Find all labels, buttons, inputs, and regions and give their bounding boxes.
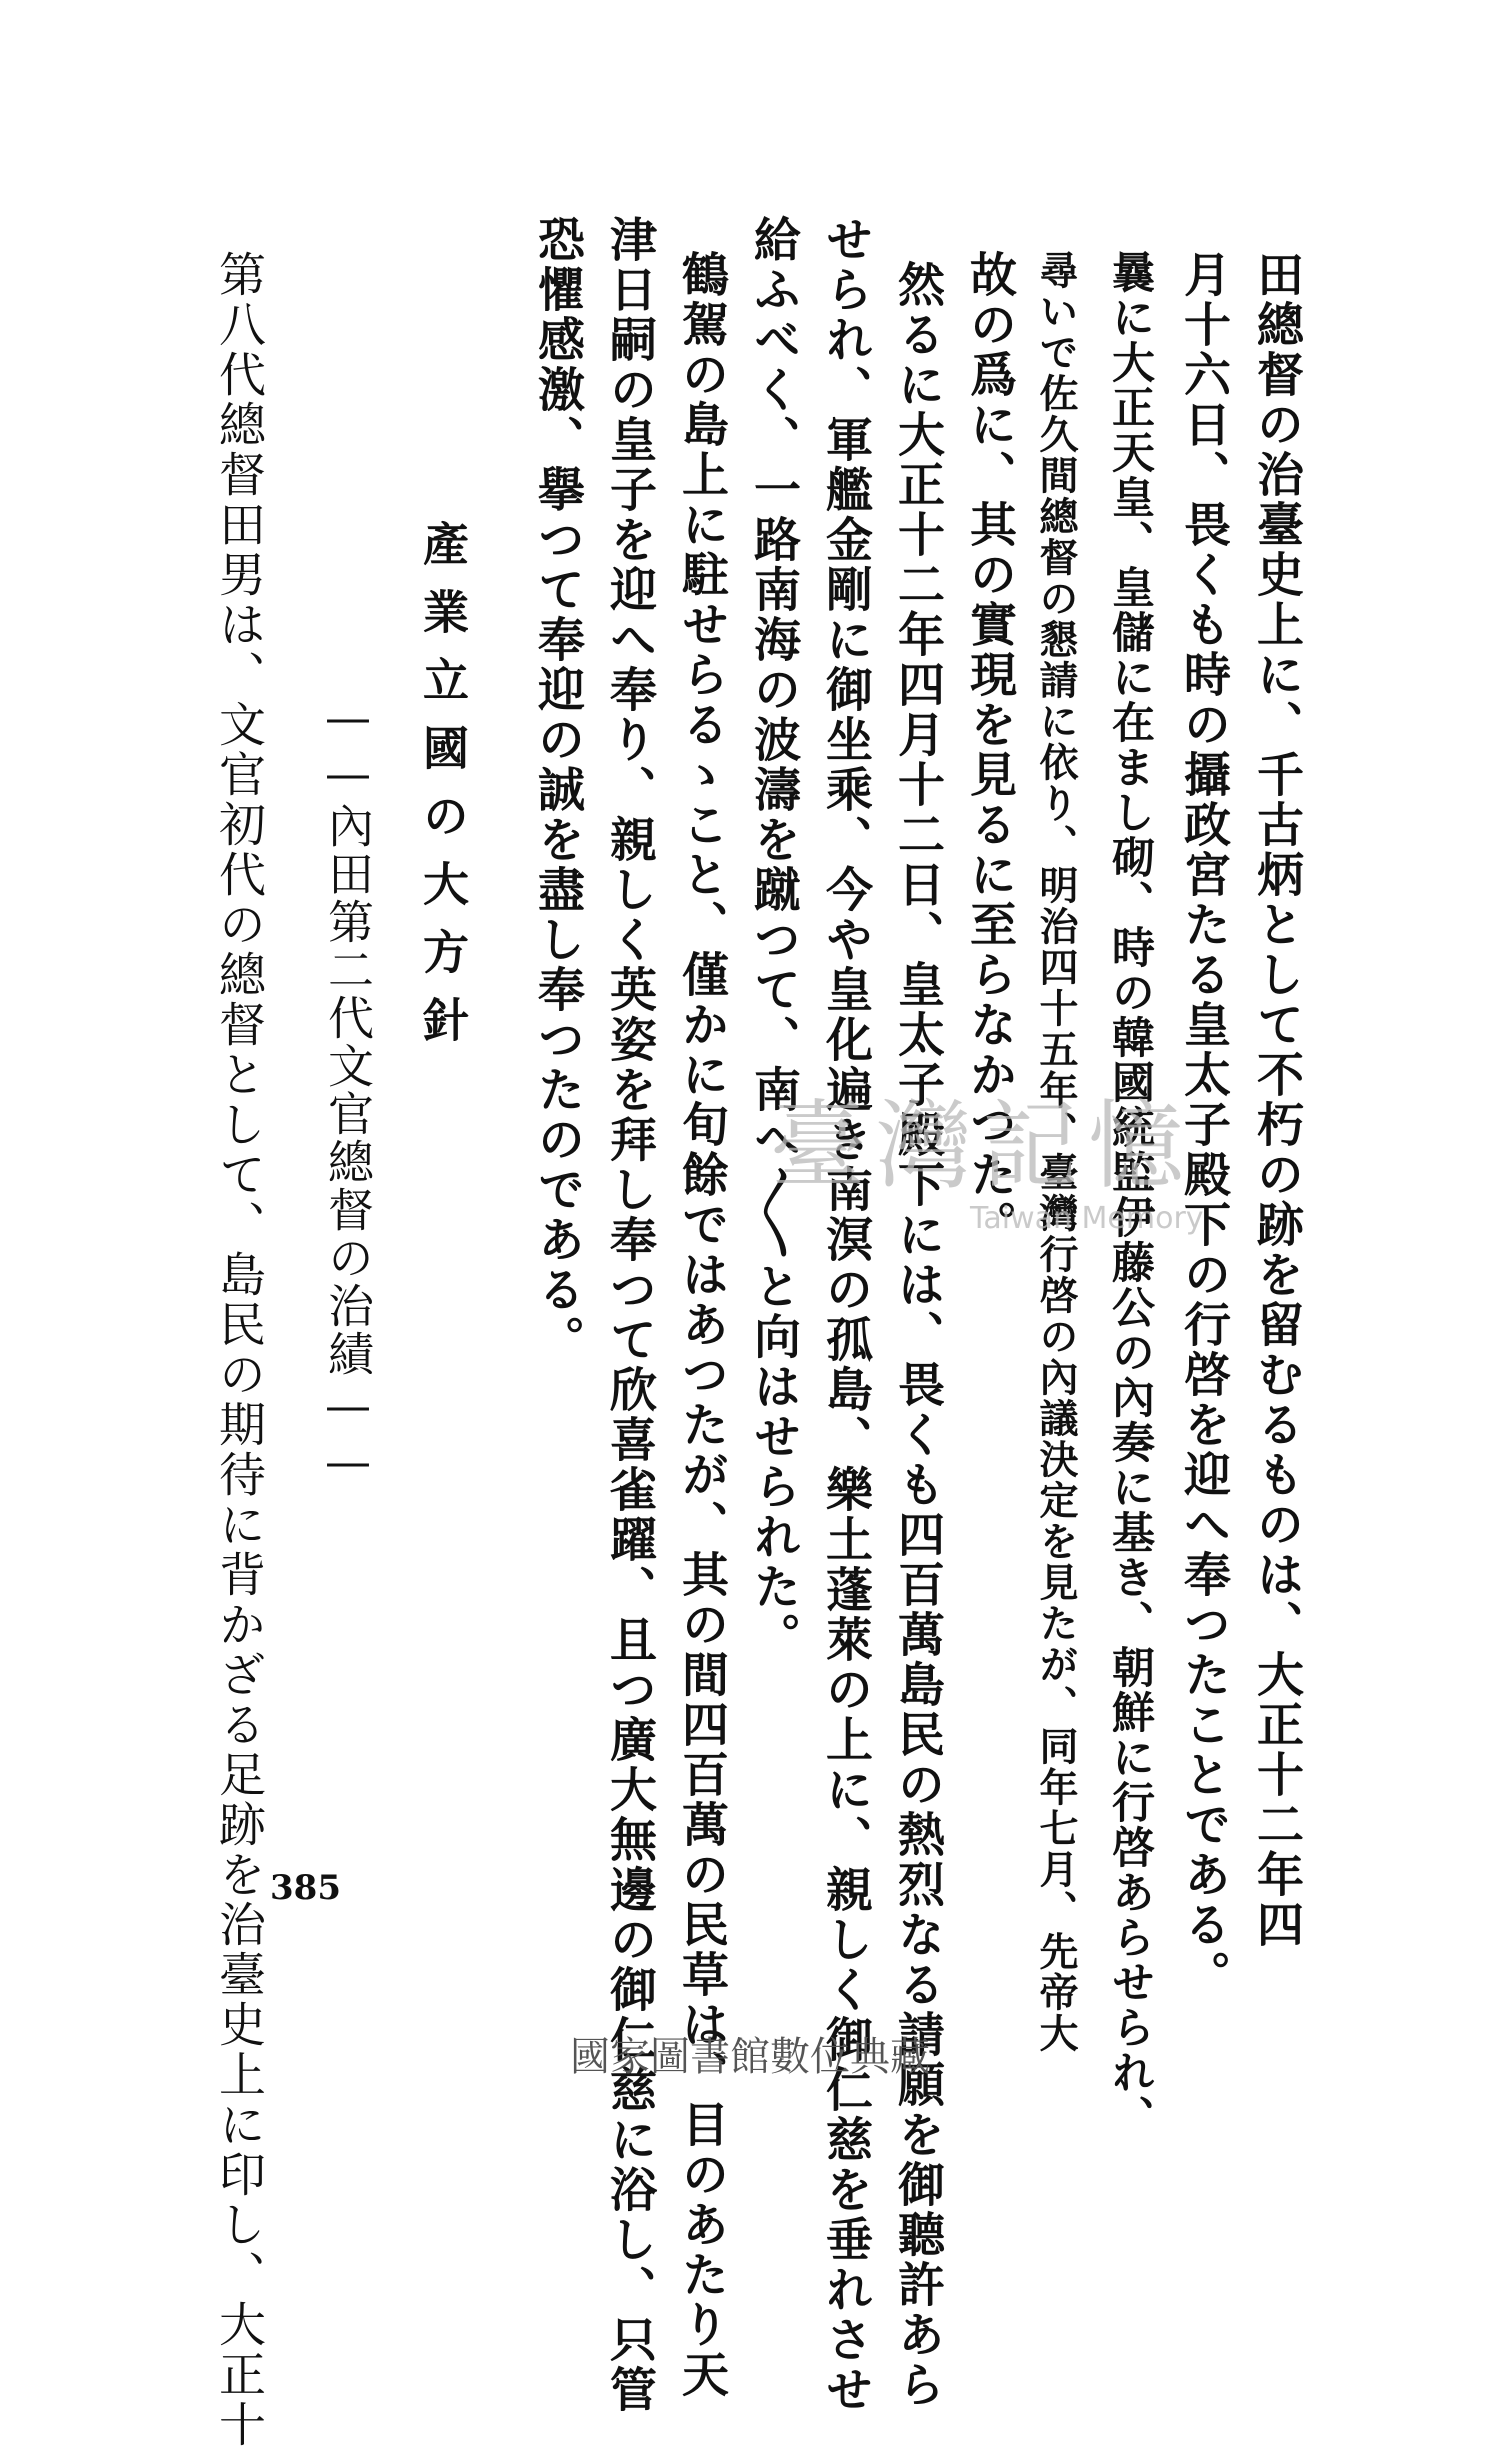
watermark-main-text: 臺灣記憶 [770, 1090, 1194, 1202]
text-column-7: せられ、軍艦金剛に御坐乘、今や皇化遍き南溟の孤島、樂土蓬萊の上に、親しく御仁慈を垂れさせ [818, 215, 873, 2415]
text-column-3: 曩に大正天皇、皇儲に在まし砌、時の韓國統監伊藤公の內奏に基き、朝鮮に行啓あらせられ、 [1105, 250, 1155, 2140]
text-column-9: 鶴駕の島上に駐せらるゝこと、僅かに旬餘ではあつたが、其の間四百萬の民草は、目のあたり天 [674, 250, 729, 2400]
section-subtitle: ——內田第二代文官總督の治績—— [321, 690, 375, 1490]
watermark-sub-text: Taiwan Memory [970, 1201, 1204, 1236]
text-column-1: 田總督の治臺史上に、千古炳として不朽の跡を留むるものは、大正十二年四 [1249, 250, 1304, 1950]
text-column-12: 第八代總督田男は、文官初代の總督として、島民の期待に背かざる足跡を治臺史上に印し、大正十 [211, 250, 266, 2450]
footer-caption: 國家圖書館數位典藏 [570, 2034, 930, 2080]
text-column-2: 月十六日、畏くも時の攝政宮たる皇太子殿下の行啓を迎へ奉つたことである。 [1176, 250, 1231, 2000]
text-column-6: 然るに大正十二年四月十二日、皇太子殿下には、畏くも四百萬島民の熱烈なる請願を御聽許あら [890, 260, 945, 2410]
page-number: 385 [270, 1868, 341, 1908]
section-title: 產業立國の大方針 [416, 520, 470, 1064]
text-column-8: 給ふべく、一路南海の波濤を蹴つて、南へ〳〵と向はせられた。 [746, 215, 801, 1662]
text-column-4: 尋いで佐久間總督の懇請に依り、明治四十五年、臺灣行啓の內議決定を見たが、同年七月、先帝大 [1033, 250, 1079, 2054]
text-column-5: 故の爲に、其の實現を見るに至らなかつた。 [962, 250, 1017, 1250]
text-column-10: 津日嗣の皇子を迎へ奉り、親しく英姿を拜し奉つて欣喜雀躍、且つ廣大無邊の御仁慈に浴し、只管 [602, 215, 657, 2415]
text-column-11: 恐懼感激、擧つて奉迎の誠を盡し奉つたのである。 [530, 215, 585, 1365]
